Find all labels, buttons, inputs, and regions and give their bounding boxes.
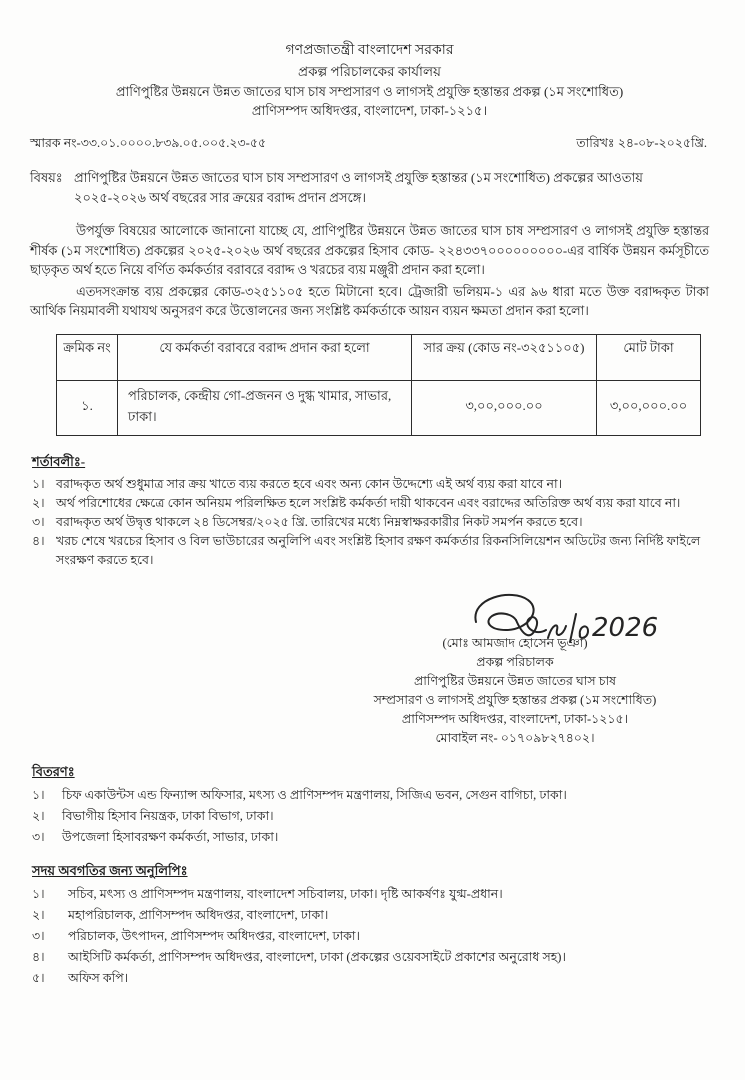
memo-row xyxy=(30,134,709,152)
condition-number: ৩। xyxy=(32,514,45,529)
cell-amount: ৩,০০,০০০.০০ xyxy=(412,380,597,435)
condition-text: অর্থ পরিশোধের ক্ষেত্রে কোন অনিয়ম পরিলক্ষিত হলে সংশ্লিষ্ট কর্মকর্তা দায়ী থাকবেন এবং বরাদ্দের অতিরিক্ত অর্থ ব্যয় করা যাবে না। xyxy=(56,495,681,510)
distribution-item xyxy=(32,807,709,826)
conditions-section xyxy=(30,452,709,570)
condition-item xyxy=(32,475,709,494)
cell-total: ৩,০০,০০০.০০ xyxy=(597,380,701,435)
item-number: ৩। xyxy=(32,829,45,844)
distribution-section xyxy=(30,762,709,847)
item-number: ৪। xyxy=(32,949,45,964)
item-number: ৩। xyxy=(32,928,45,943)
subject-text: প্রাণিপুষ্টির উন্নয়নে উন্নত জাতের ঘাস চাষ সম্প্রসারণ ও লাগসই প্রযুক্তি হস্তান্তর (১ম সংশোধিত) প্রকল্পের আওতায় ২০২৫-২০২৬ অর্থ বছরের সার ক্রয়ের বরাদ্দ প্রদান প্রসঙ্গে। xyxy=(74,170,643,205)
item-number: ২। xyxy=(32,808,45,823)
condition-item xyxy=(32,532,709,570)
item-text: অফিস কপি। xyxy=(68,970,129,985)
item-text: মহাপরিচালক, প্রাণিসম্পদ অধিদপ্তর, বাংলাদেশ, ঢাকা। xyxy=(68,907,329,922)
cell-serial: ১. xyxy=(57,380,118,435)
allocation-table xyxy=(56,334,701,436)
signatory-designation: প্রকল্প পরিচালক xyxy=(476,654,554,669)
condition-text: খরচ শেষে খরচের হিসাব ও বিল ভাউচারের অনুলিপি এবং সংশ্লিষ্ট হিসাব রক্ষণ কর্মকর্তার রিকনসিলিয়েশন অডিটের জন্য নির্দিষ্ট ফাইলে সংরক্ষণ করতে হবে। xyxy=(56,533,701,567)
item-text: সচিব, মৎস্য ও প্রাণিসম্পদ মন্ত্রণালয়, বাংলাদেশ সচিবালয়, ঢাকা। দৃষ্টি আকর্ষণঃ যুগ্ম-প্রধান। xyxy=(68,886,503,901)
item-number: ১। xyxy=(32,787,45,802)
col-header-officer: যে কর্মকর্তা বরাবরে বরাদ্দ প্রদান করা হলো xyxy=(118,334,412,380)
department-address: প্রাণিসম্পদ অধিদপ্তর, বাংলাদেশ, ঢাকা-১২১৫। xyxy=(251,103,488,118)
item-number: ৫। xyxy=(32,970,45,985)
table-header-row xyxy=(57,334,701,380)
signatory-name: (মোঃ আমজাদ হোসেন ভূঞা) xyxy=(442,635,588,650)
distribution-item xyxy=(32,786,709,805)
table-row xyxy=(57,380,701,435)
item-text: উপজেলা হিসাবরক্ষণ কর্মকর্তা, সাভার, ঢাকা। xyxy=(62,829,279,844)
item-text: বিভাগীয় হিসাব নিয়ন্ত্রক, ঢাকা বিভাগ, ঢাকা। xyxy=(62,808,274,823)
condition-item xyxy=(32,494,709,513)
signature-block xyxy=(325,586,705,748)
office-name: প্রকল্প পরিচালকের কার্যালয় xyxy=(298,64,441,79)
condition-item xyxy=(32,513,709,532)
memo-number: স্মারক নং-৩৩.০১.০০০০.৮৩৯.০৫.০০৫.২৩-৫৫ xyxy=(30,136,267,150)
col-header-total: মোট টাকা xyxy=(597,334,701,380)
condition-text: বরাদ্দকৃত অর্থ উদ্বৃত্ত থাকলে ২৪ ডিসেম্বর/২০২৫ খ্রি. তারিখের মধ্যে নিম্নস্বাক্ষরকারীর নিকট সমর্পন করতে হবে। xyxy=(56,514,583,529)
condition-number: ১। xyxy=(32,476,45,491)
signatory-mobile: মোবাইল নং- ০১৭০৯৮২৭৪০২। xyxy=(435,730,595,745)
signatory-department: প্রাণিসম্পদ অধিদপ্তর, বাংলাদেশ, ঢাকা-১২১৫। xyxy=(401,711,629,726)
project-name: প্রাণিপুষ্টির উন্নয়নে উন্নত জাতের ঘাস চাষ সম্প্রসারণ ও লাগসই প্রযুক্তি হস্তান্তর প্রকল্প (১ম সংশোধিত) xyxy=(115,84,624,99)
copies-section xyxy=(30,861,709,988)
signatory-project-line2: সম্প্রসারণ ও লাগসই প্রযুক্তি হস্তান্তর প্রকল্প (১ম সংশোধিত) xyxy=(373,692,657,707)
col-header-serial: ক্রমিক নং xyxy=(57,334,118,380)
copy-item xyxy=(32,927,709,946)
signatory-project-line1: প্রাণিপুষ্টির উন্নয়নে উন্নত জাতের ঘাস চাষ xyxy=(413,673,617,688)
subject-label: বিষয়ঃ xyxy=(30,170,63,185)
signature-year-text: 2026 xyxy=(592,612,659,643)
government-name: গণপ্রজাতন্ত্রী বাংলাদেশ সরকার xyxy=(285,43,454,58)
subject-line xyxy=(30,168,709,208)
copy-item xyxy=(32,969,709,988)
distribution-item xyxy=(32,828,709,847)
cell-officer: পরিচালক, কেন্দ্রীয় গো-প্রজনন ও দুগ্ধ খামার, সাভার, ঢাকা। xyxy=(118,380,412,435)
condition-number: ২। xyxy=(32,495,45,510)
copy-item xyxy=(32,906,709,925)
body-paragraph-1: উপর্যুক্ত বিষয়ের আলোকে জানানো যাচ্ছে যে, প্রাণিপুষ্টির উন্নয়নে উন্নত জাতের ঘাস চাষ সম্প্রসারণ ও লাগসই প্রযুক্তি হস্তান্তর শীর্ষক (১ম সংশোধিত) প্রকল্পের ২০২৫-২০২৬ অর্থ বছরের প্রকল্পের হিসাব কোড- ২২৪৩৩৭০০০০০০০০০-এর বার্ষিক উন্নয়ন কর্মসূচীতে ছাড়কৃত অর্থ হতে নিয়ে বর্ণিত কর্মকর্তার বরাবরে বরাদ্দ ও খরচের ব্যয় মঞ্জুরী প্রদান করা হলো। xyxy=(30,224,709,277)
item-number: ২। xyxy=(32,907,45,922)
col-header-purchase: সার ক্রয় (কোড নং-৩২৫১১০৫) xyxy=(412,334,597,380)
conditions-heading: শর্তাবলীঃ- xyxy=(32,453,86,469)
copy-item xyxy=(32,948,709,967)
item-number: ১। xyxy=(32,886,45,901)
item-text: আইসিটি কর্মকর্তা, প্রাণিসম্পদ অধিদপ্তর, বাংলাদেশ, ঢাকা (প্রকল্পের ওয়েবসাইটে প্রকাশের অনুরোধ সহ)। xyxy=(68,949,566,964)
body-paragraph-2: এতদসংক্রান্ত ব্যয় প্রকল্পের কোড-৩২৫১১০৫ হতে মিটানো হবে। ট্রেজারী ভলিয়ম-১ এর ৯৬ ধারা মতে উক্ত বরাদ্দকৃত টাকা আর্থিক নিয়মাবলী যথাযথ অনুসরণ করে উত্তোলনের জন্য সংশ্লিষ্ট কর্মকর্তাকে আয়ন ব্যয়ন ক্ষমতা প্রদান করা হলো। xyxy=(30,284,709,318)
condition-text: বরাদ্দকৃত অর্থ শুধুমাত্র সার ক্রয় খাতে ব্যয় করতে হবে এবং অন্য কোন উদ্দেশ্যে এই অর্থ ব্যয় করা যাবে না। xyxy=(56,476,563,491)
copies-heading: সদয় অবগতির জন্য অনুলিপিঃ xyxy=(32,862,188,878)
copy-item xyxy=(32,885,709,904)
item-text: পরিচালক, উৎপাদন, প্রাণিসম্পদ অধিদপ্তর, বাংলাদেশ, ঢাকা। xyxy=(68,928,360,943)
letterhead xyxy=(30,40,709,120)
distribution-heading: বিতরণঃ xyxy=(32,763,75,779)
letter-date: তারিখঃ ২৪-০৮-২০২৫খ্রি. xyxy=(576,136,707,150)
condition-number: ৪। xyxy=(32,533,45,548)
item-text: চিফ একাউন্টস এন্ড ফিন্যান্স অফিসার, মৎস্য ও প্রাণিসম্পদ মন্ত্রণালয়, সিজিএ ভবন, সেগুন বাগিচা, ঢাকা। xyxy=(62,787,567,802)
